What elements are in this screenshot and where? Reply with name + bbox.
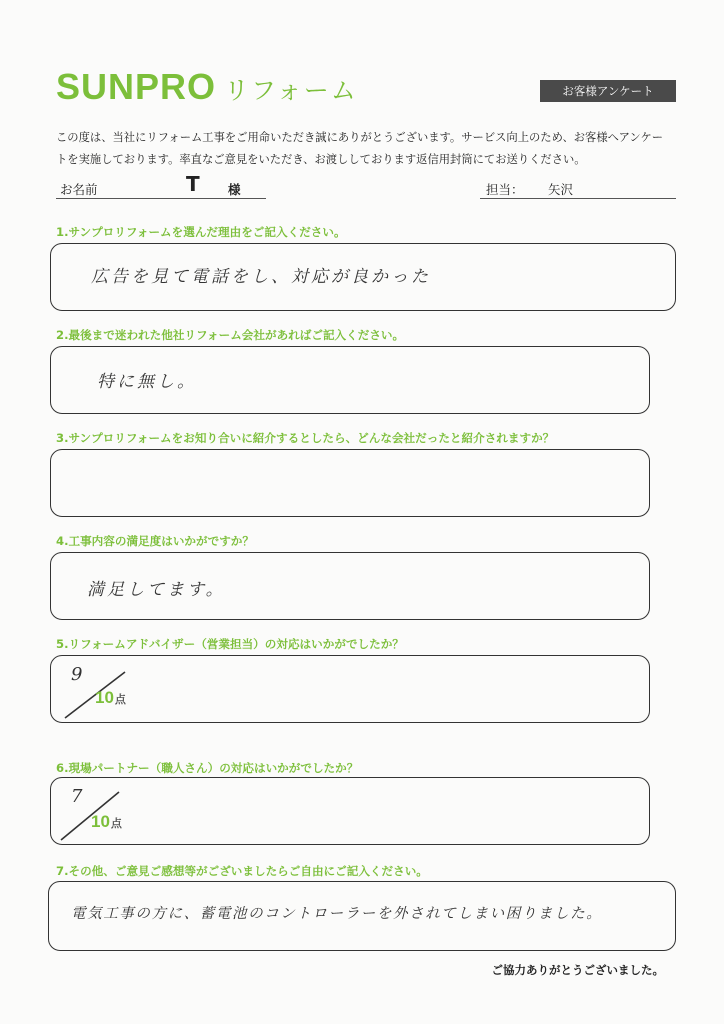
footer-thanks: ご協力ありがとうございました。 — [491, 963, 664, 977]
staff-label: 担当： — [486, 182, 524, 197]
question-5-answer-box — [50, 655, 650, 723]
question-2-title: 2.最後まで迷われた他社リフォーム会社があればご記入ください。 — [56, 328, 405, 342]
intro-line-2: トを実施しております。率直なご意見をいただき、お渡ししております返信用封筒にてお送りください。 — [56, 153, 586, 166]
question-6-answer-box — [50, 777, 650, 845]
question-3-answer-box — [50, 449, 650, 517]
logo-main: SUNPRO — [56, 66, 217, 107]
question-6-score-handwritten: 7 — [71, 786, 86, 807]
question-6-score-max-wrap — [91, 812, 122, 832]
question-2-answer: 特に無し。 — [97, 372, 197, 392]
name-value: T — [186, 172, 200, 196]
question-6-score-max: 10 — [91, 812, 110, 831]
question-3-title: 3.サンプロリフォームをお知り合いに紹介するとしたら、どんな会社だったと紹介されますか？ — [56, 431, 555, 445]
question-1-title: 1.サンプロリフォームを選んだ理由をご記入ください。 — [56, 225, 346, 239]
question-1-answer-box — [50, 243, 676, 311]
survey-badge: お客様アンケート — [540, 80, 676, 102]
name-suffix: 様 — [228, 182, 241, 197]
question-6-title: 6.現場パートナー（職人さん）の対応はいかがでしたか？ — [56, 761, 359, 775]
question-5-title: 5.リフォームアドバイザー（営業担当）の対応はいかがでしたか？ — [56, 637, 404, 651]
question-4-answer: 満足してます。 — [87, 580, 226, 600]
question-6-score-unit: 点 — [110, 817, 122, 830]
question-4-title: 4.工事内容の満足度はいかがですか？ — [56, 534, 254, 548]
brand-logo — [56, 66, 358, 108]
question-7-answer: 電気工事の方に、蓄電池のコントローラーを外されてしまい困りました。 — [71, 906, 603, 922]
question-7-answer-box — [48, 881, 676, 951]
intro-line-1: この度は、当社にリフォーム工事をご用命いただき誠にありがとうございます。サービス向上のため、お客様へアンケー — [56, 131, 664, 144]
question-5-score-max-wrap — [95, 688, 126, 708]
question-7-title: 7.その他、ご意見ご感想等がございましたらご自由にご記入ください。 — [56, 864, 428, 878]
question-1-answer: 広告を見て電話をし、対応が良かった — [91, 267, 431, 287]
question-4-answer-box — [50, 552, 650, 620]
staff-field — [480, 178, 676, 199]
question-2-answer-box — [50, 346, 650, 414]
question-5-score-handwritten: 9 — [71, 664, 86, 685]
name-field — [56, 172, 266, 199]
intro-text — [56, 127, 676, 171]
question-5-score-max: 10 — [95, 688, 114, 707]
question-5-score-unit: 点 — [114, 693, 126, 706]
logo-sub: リフォーム — [224, 77, 358, 105]
name-label: お名前 — [60, 182, 98, 197]
staff-value: 矢沢 — [548, 182, 574, 197]
